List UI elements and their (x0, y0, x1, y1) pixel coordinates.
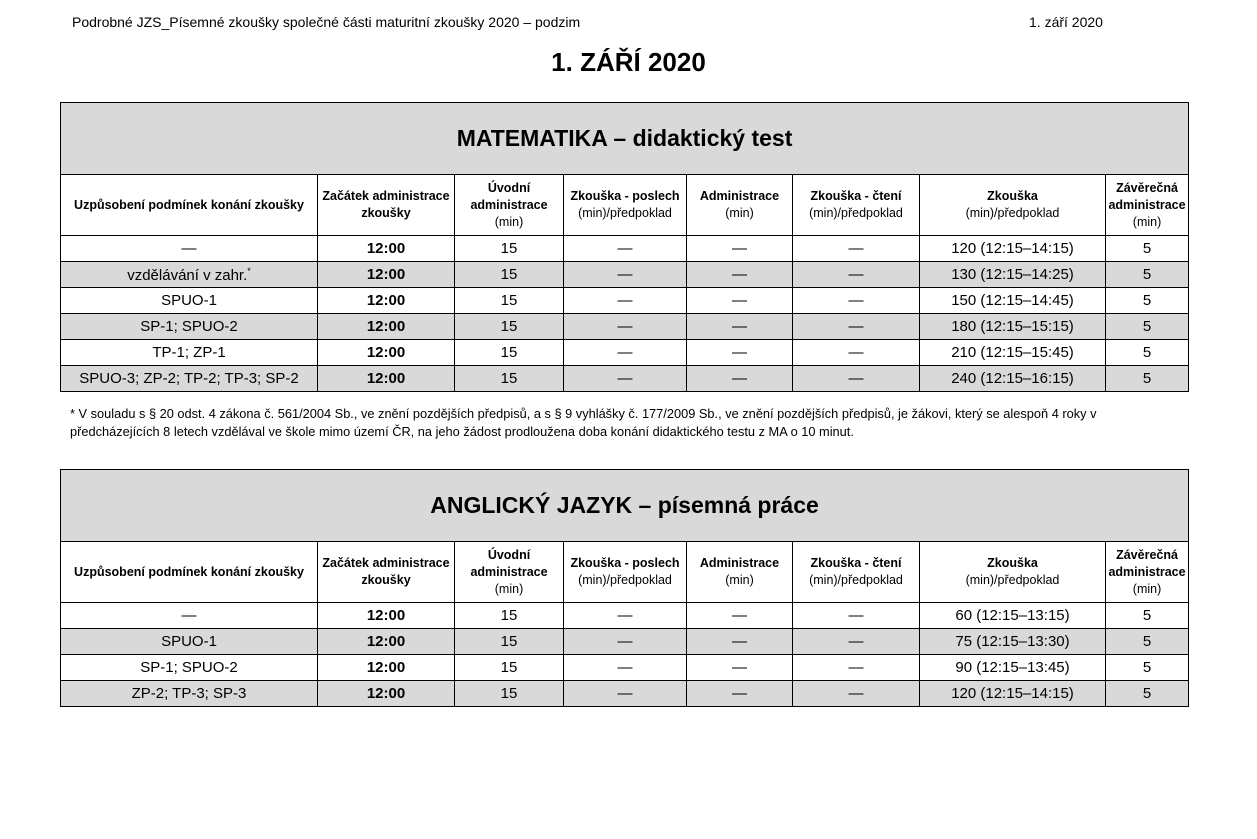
cell-listen-text: — (617, 685, 633, 702)
cell-cond-text: — (181, 607, 197, 624)
cell-listen-text: — (617, 370, 633, 387)
cell-intro-text: 15 (500, 266, 518, 283)
table-row (61, 340, 1189, 366)
cell-start-text: 12:00 (366, 659, 406, 676)
cell-admin (687, 366, 793, 392)
cell-cond-text: SP-1; SPUO-2 (140, 659, 238, 676)
cell-read-text: — (848, 685, 864, 702)
cell-cond (61, 629, 318, 655)
cell-listen-text: — (617, 266, 633, 283)
cell-listen-text: — (617, 607, 633, 624)
cell-exam (920, 288, 1106, 314)
cell-listen (564, 366, 687, 392)
cell-exam (920, 262, 1106, 288)
cell-intro-text: 15 (500, 370, 518, 387)
table-row (61, 314, 1189, 340)
cell-exam (920, 681, 1106, 707)
cell-final-text: 5 (1142, 633, 1152, 650)
cell-listen (564, 340, 687, 366)
cell-listen (564, 629, 687, 655)
column-header-exam-unit: (min)/předpoklad (965, 206, 1060, 220)
cell-intro (455, 655, 564, 681)
column-header-listening (564, 175, 687, 236)
cell-exam-text: 60 (12:15–13:15) (955, 607, 1070, 624)
column-header-admin (687, 175, 793, 236)
cell-start-text: 12:00 (366, 318, 406, 335)
cell-admin-text: — (732, 370, 747, 387)
cell-start (318, 603, 455, 629)
cell-final (1106, 288, 1189, 314)
column-header-intro-label: Úvodní administrace (470, 547, 548, 579)
table-row (61, 288, 1189, 314)
subject-title: ANGLICKÝ JAZYK – písemná práce (61, 470, 1189, 542)
cell-cond (61, 262, 318, 288)
cell-intro (455, 236, 564, 262)
column-header-intro-unit: (min) (494, 581, 524, 596)
cell-exam (920, 314, 1106, 340)
cell-admin (687, 655, 793, 681)
cell-listen (564, 655, 687, 681)
cell-admin (687, 603, 793, 629)
cell-cond (61, 236, 318, 262)
cell-cond (61, 288, 318, 314)
column-header-conditions: Uzpůsobení podmínek konání zkoušky (61, 175, 318, 236)
cell-read-text: — (848, 292, 864, 309)
column-header-final-unit: (min) (1132, 214, 1162, 229)
cell-final-text: 5 (1142, 318, 1152, 335)
cell-exam (920, 236, 1106, 262)
cell-start-text: 12:00 (366, 292, 406, 309)
cell-start (318, 340, 455, 366)
column-header-reading-label: Zkouška - čtení (810, 556, 902, 570)
cell-final (1106, 681, 1189, 707)
running-header-date: 1. září 2020 (1029, 14, 1103, 30)
cell-exam (920, 603, 1106, 629)
cell-listen (564, 314, 687, 340)
cell-intro (455, 314, 564, 340)
column-header-exam (920, 542, 1106, 603)
cell-read-text: — (848, 659, 864, 676)
cell-admin (687, 340, 793, 366)
cell-cond-text: SPUO-3; ZP-2; TP-2; TP-3; SP-2 (79, 370, 299, 387)
cell-read-text: — (848, 607, 864, 624)
cell-exam (920, 655, 1106, 681)
cell-final (1106, 236, 1189, 262)
cell-read (793, 655, 920, 681)
cell-start (318, 655, 455, 681)
cell-admin-text: — (732, 633, 747, 650)
cell-exam (920, 366, 1106, 392)
page-title: 1. ZÁŘÍ 2020 (551, 47, 706, 77)
cell-final-text: 5 (1142, 685, 1152, 702)
table-row (61, 366, 1189, 392)
cell-cond-text: SP-1; SPUO-2 (140, 318, 238, 335)
cell-exam-text: 75 (12:15–13:30) (955, 633, 1070, 650)
cell-intro (455, 366, 564, 392)
english-schedule-table (60, 469, 1189, 707)
cell-cond (61, 366, 318, 392)
cell-listen (564, 262, 687, 288)
cell-read (793, 603, 920, 629)
cell-intro-text: 15 (500, 344, 518, 361)
table-row (61, 236, 1189, 262)
cell-exam-text: 180 (12:15–15:15) (951, 318, 1074, 335)
cell-exam-text: 240 (12:15–16:15) (951, 370, 1074, 387)
cell-start (318, 366, 455, 392)
subject-title: MATEMATIKA – didaktický test (61, 103, 1189, 175)
column-header-admin-unit: (min) (725, 206, 754, 220)
cell-final-text: 5 (1142, 659, 1152, 676)
column-header-reading-unit: (min)/předpoklad (809, 573, 903, 587)
cell-read (793, 629, 920, 655)
cell-exam-text: 90 (12:15–13:45) (955, 659, 1070, 676)
cell-intro-text: 15 (500, 318, 518, 335)
column-header-final (1106, 175, 1189, 236)
cell-listen-text: — (617, 318, 633, 335)
cell-final (1106, 262, 1189, 288)
cell-cond-text: SPUO-1 (161, 292, 217, 309)
cell-start (318, 236, 455, 262)
cell-start-text: 12:00 (366, 370, 406, 387)
cell-listen (564, 603, 687, 629)
cell-start-text: 12:00 (366, 607, 406, 624)
cell-admin (687, 314, 793, 340)
cell-read-text: — (848, 266, 864, 283)
cell-start (318, 314, 455, 340)
cell-intro-text: 15 (500, 685, 518, 702)
cell-cond-text: ZP-2; TP-3; SP-3 (131, 685, 247, 702)
column-header-listening-label: Zkouška - poslech (570, 189, 680, 203)
cell-cond (61, 655, 318, 681)
cell-read (793, 262, 920, 288)
cell-start-text: 12:00 (366, 344, 406, 361)
column-header-reading (793, 542, 920, 603)
table-row (61, 629, 1189, 655)
cell-admin-text: — (732, 685, 747, 702)
cell-read-text: — (848, 370, 864, 387)
cell-intro-text: 15 (500, 240, 518, 257)
cell-admin-text: — (732, 607, 747, 624)
cell-intro (455, 288, 564, 314)
cell-listen (564, 288, 687, 314)
cell-intro (455, 603, 564, 629)
cell-admin-text: — (732, 344, 747, 361)
cell-start (318, 681, 455, 707)
cell-listen (564, 681, 687, 707)
cell-intro-text: 15 (500, 607, 518, 624)
cell-listen (564, 236, 687, 262)
cell-intro-text: 15 (500, 292, 518, 309)
cell-cond-text: vzdělávání v zahr. (127, 266, 248, 284)
column-header-start (318, 175, 455, 236)
column-header-admin-unit: (min) (725, 573, 754, 587)
cell-admin (687, 629, 793, 655)
cell-final (1106, 629, 1189, 655)
column-header-final (1106, 542, 1189, 603)
table-row (61, 681, 1189, 707)
cell-final-text: 5 (1142, 240, 1152, 257)
cell-exam-text: 120 (12:15–14:15) (951, 240, 1074, 257)
cell-intro-text: 15 (500, 633, 518, 650)
cell-start-text: 12:00 (366, 266, 406, 283)
cell-read-text: — (848, 240, 864, 257)
cell-admin (687, 236, 793, 262)
column-header-start-label: Začátek administrace zkoušky (322, 189, 450, 220)
cell-final (1106, 340, 1189, 366)
cell-read (793, 314, 920, 340)
column-header-final-label: Závěrečná administrace (1108, 547, 1186, 579)
cell-admin-text: — (732, 266, 747, 283)
column-header-admin-label: Administrace (699, 189, 780, 203)
cell-read (793, 340, 920, 366)
cell-read-text: — (848, 633, 864, 650)
cell-start (318, 629, 455, 655)
cell-final (1106, 603, 1189, 629)
column-header-exam-unit: (min)/předpoklad (965, 573, 1060, 587)
cell-intro (455, 681, 564, 707)
cell-listen-text: — (617, 240, 633, 257)
cell-exam (920, 629, 1106, 655)
footnote-marker: * (247, 265, 251, 276)
cell-final-text: 5 (1142, 292, 1152, 309)
math-schedule-table (60, 102, 1189, 392)
cell-cond-text: SPUO-1 (161, 633, 217, 650)
table-row (61, 603, 1189, 629)
cell-admin-text: — (732, 659, 747, 676)
column-header-final-unit: (min) (1132, 581, 1162, 596)
column-header-exam-label: Zkouška (987, 556, 1038, 570)
math-footnote: * V souladu s § 20 odst. 4 zákona č. 561/2004 Sb., ve znění pozdějších předpisů, a s § 9 vyhlášky č. 177/2009 Sb., ve znění pozdějších předpisů, je žákovi, který se alespoň 4 roky v předcházejících 8 letech vzdělával ve škole mimo území ČR, na jeho žádost prodloužena doba konání didaktického testu z MA o 10 minut. (70, 406, 1097, 439)
cell-listen-text: — (617, 292, 633, 309)
cell-admin (687, 262, 793, 288)
cell-start (318, 262, 455, 288)
cell-exam-text: 210 (12:15–15:45) (951, 344, 1074, 361)
column-header-conditions: Uzpůsobení podmínek konání zkoušky (61, 542, 318, 603)
column-header-start-label: Začátek administrace zkoušky (322, 556, 450, 587)
cell-cond (61, 314, 318, 340)
table-row (61, 655, 1189, 681)
cell-admin-text: — (732, 318, 747, 335)
cell-admin-text: — (732, 240, 747, 257)
cell-listen-text: — (617, 344, 633, 361)
cell-read (793, 681, 920, 707)
column-header-reading-unit: (min)/předpoklad (809, 206, 903, 220)
cell-final (1106, 314, 1189, 340)
cell-admin-text: — (732, 292, 747, 309)
cell-intro (455, 262, 564, 288)
cell-cond-text: — (181, 240, 197, 257)
cell-final-text: 5 (1142, 266, 1152, 283)
column-header-exam (920, 175, 1106, 236)
column-header-start (318, 542, 455, 603)
table-row (61, 262, 1189, 288)
cell-start-text: 12:00 (366, 633, 406, 650)
cell-intro (455, 629, 564, 655)
column-header-reading (793, 175, 920, 236)
column-header-reading-label: Zkouška - čtení (810, 189, 902, 203)
cell-intro-text: 15 (500, 659, 518, 676)
cell-final-text: 5 (1142, 344, 1152, 361)
column-header-listening-unit: (min)/předpoklad (578, 206, 672, 220)
cell-start-text: 12:00 (366, 240, 406, 257)
cell-read-text: — (848, 318, 864, 335)
column-header-intro (455, 175, 564, 236)
cell-cond (61, 340, 318, 366)
cell-final (1106, 366, 1189, 392)
cell-exam-text: 120 (12:15–14:15) (951, 685, 1074, 702)
column-header-final-label: Závěrečná administrace (1108, 180, 1186, 212)
cell-listen-text: — (617, 633, 633, 650)
column-header-intro-unit: (min) (494, 214, 524, 229)
running-header-title: Podrobné JZS_Písemné zkoušky společné části maturitní zkoušky 2020 – podzim (72, 14, 581, 30)
cell-start-text: 12:00 (366, 685, 406, 702)
column-header-exam-label: Zkouška (987, 189, 1038, 203)
column-header-admin (687, 542, 793, 603)
cell-read (793, 366, 920, 392)
cell-read (793, 288, 920, 314)
cell-cond-text: TP-1; ZP-1 (152, 344, 226, 361)
cell-cond (61, 681, 318, 707)
cell-cond (61, 603, 318, 629)
column-header-listening-unit: (min)/předpoklad (578, 573, 672, 587)
column-header-admin-label: Administrace (699, 556, 780, 570)
cell-read (793, 236, 920, 262)
cell-final (1106, 655, 1189, 681)
cell-exam (920, 340, 1106, 366)
cell-final-text: 5 (1142, 607, 1152, 624)
cell-exam-text: 150 (12:15–14:45) (951, 292, 1074, 309)
cell-start (318, 288, 455, 314)
cell-listen-text: — (617, 659, 633, 676)
cell-admin (687, 288, 793, 314)
column-header-intro-label: Úvodní administrace (470, 180, 548, 212)
cell-intro (455, 340, 564, 366)
cell-final-text: 5 (1142, 370, 1152, 387)
column-header-listening-label: Zkouška - poslech (570, 556, 680, 570)
cell-admin (687, 681, 793, 707)
column-header-intro (455, 542, 564, 603)
column-header-listening (564, 542, 687, 603)
cell-exam-text: 130 (12:15–14:25) (951, 266, 1074, 283)
cell-read-text: — (848, 344, 864, 361)
